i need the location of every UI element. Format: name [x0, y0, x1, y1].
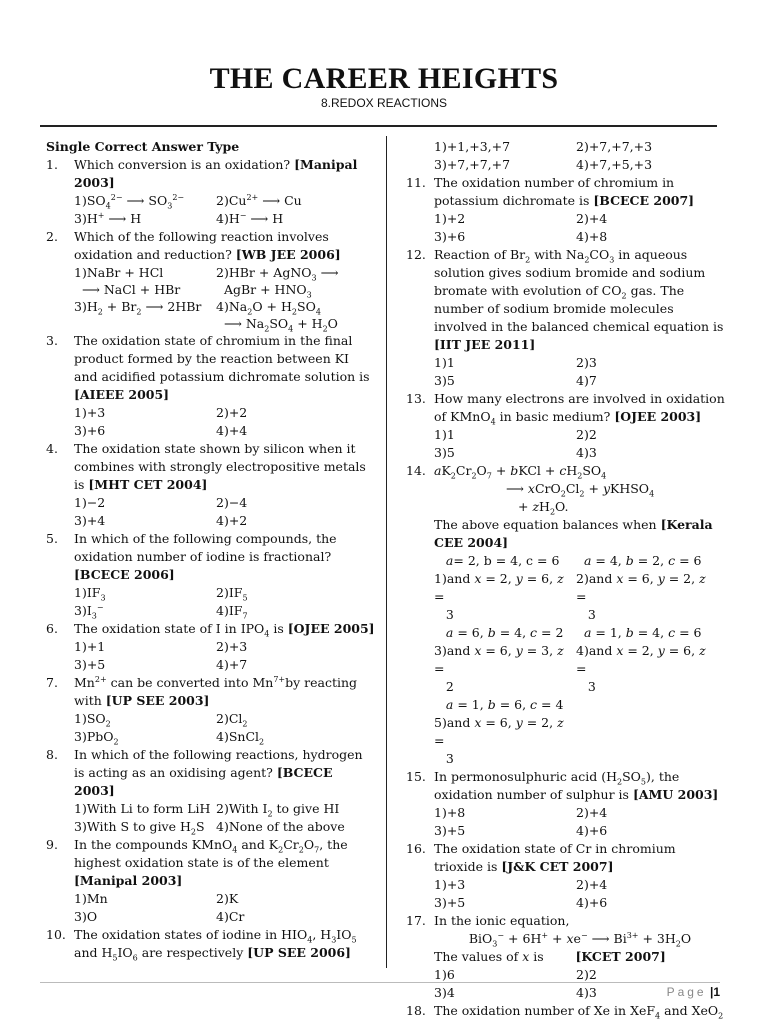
footer-rule	[40, 982, 720, 983]
question-1: 1. Which conversion is an oxidation? [Manipal 2003]	[46, 157, 358, 190]
question-7: 7. $Mn^{2+}$ can be converted into $Mn^{7+}by$ reacting with [UP SEE 2003]	[46, 674, 358, 708]
question-4: 4. The oxidation state shown by silicon when it combines with strongly electropositive metals is [MHT CET 2004]	[46, 441, 366, 492]
question-8: 8. In which of the following reactions, hydrogen is acting as an oxidising agent? [BCECE 2003]	[46, 747, 363, 798]
question-12: 12. Reaction of $Br_2$ with $Na_2CO_3$ in aqueous solution gives sodium bromide and sodium bromate with evolution of $CO_2$ gas. The number of sodium bromide molecules involved in the balanced chemical equation is [IIT JEE 2011]	[406, 247, 724, 352]
question-14: 14. $aK_2Cr_2O_7$ + bKCl + $cH_2SO_4$	[406, 463, 607, 481]
question-2-options: 1)NaBr + HCl ⟶ NaCl + HBr 2)HBr + AgNO$_3$ ⟶ AgBr + $HNO_3$	[74, 265, 339, 300]
question-10: 10. The oxidation states of iodine in $HIO_4$, $H_3IO_5$ and $H_5IO_6$ are respectively [UP SEE 2006]	[46, 927, 357, 963]
ionic-equation: BiO$_3$− + 6H+ + xe− ⟶ $Bi^{3+} + 3H_2O$	[468, 930, 692, 949]
question-9: 9. In the compounds KMnO$_4$ and $K_2Cr_2O_7$, the highest oxidation state is of the element [Manipal 2003]	[46, 837, 348, 888]
column-divider	[386, 136, 387, 968]
question-18: 18. The oxidation number of Xe in XeF$_4$ and XeO$_2$	[406, 1003, 724, 1021]
question-6: 6. The oxidation state of I in $IPO_4$ is [OJEE 2005]	[46, 621, 375, 639]
document-title: THE CAREER HEIGHTS	[209, 62, 559, 95]
question-13: 13. How many electrons are involved in oxidation of KMnO$_4$ in basic medium? [OJEE 2003]	[406, 391, 725, 427]
question-3: 3. The oxidation state of chromium in the final product formed by the reaction between KI and acidified potassium dichromate solution is [AIEEE 2005]	[46, 333, 370, 402]
question-15: 15. In permonosulphuric acid $(H_2SO_5)$, the oxidation number of sulphur is [AMU 2003]	[406, 769, 719, 802]
chapter-subtitle: 8.REDOX REACTIONS	[320, 96, 448, 110]
section-heading: Single Correct Answer Type	[46, 139, 240, 154]
question-2: 2. Which of the following reaction involves oxidation and reduction? [WB JEE 2006]	[46, 229, 341, 262]
question-17: 17. In the ionic equation,	[406, 913, 570, 928]
question-5: 5. In which of the following compounds, the oxidation number of iodine is fractional? [BCECE 2006]	[46, 531, 337, 582]
question-16: 16. The oxidation state of Cr in chromium trioxide is [J&K CET 2007]	[406, 841, 676, 874]
question-1-options: $1)SO_4^{2-}$ ⟶ $SO_3^{2-}$ $2)Cu^{2+}$ ⟶ Cu	[74, 192, 302, 211]
question-11: 11. The oxidation number of chromium in potassium dichromate is [BCECE 2007]	[406, 175, 695, 208]
right-column: 1)+1,+3,+7 2)+7,+7,+3 3)+7,+7,+7 4)+7,+5,+3 11. The oxidation number of chromium in potassium dichromate is [BCECE 2007] 1)+2 2)+4 3)+6 4)+8 12. Reaction of $Br_2$ with $Na_2CO_3$ in aqueous solution gives sodium bromide and sodium bromate with evolution of $CO_2$ gas. The number of sodium bromide molecules involved in the balanced chemical equation is [IIT JEE 2011] 1)1 2)3 3)5 4)7 13. How many electrons are involved in oxidation of KMnO$_4$ in basic medium? [OJEE 2003] 1)1 2)2 3)5 4)3 14. $aK_2Cr_2O_7$ + bKCl + $cH_2SO_4$ ⟶ $xCrO_2Cl_2$ + yKHSO$_4$ + $zH_2O$. The above equation balances when [Kerala CEE 2004] a= 2, b = 4, c = 6 a = 4, b = 2, c = 6 1)and x = 2, y = 6, z = 2)and x = 6, y = 2, z = 3 3 a = 6, b = 4, c = 2 a = 1, b = 4, c = 6 3)and x = 6, y = 3, z = 4)and x = 2, y = 6, z = 2 3 a = 1, b = 6, c = 4 5)and x = 6, y = 2, z = 3 15. In permonosulphuric acid $(H_2SO_5)$, the oxidation number of sulphur is [AMU 2003] 1)+8 2)+4 3)+5 4)+6 16. The oxidation state of Cr in chromium trioxide is [J&K CET 2007] 1)+3 2)+4 3)+5 4)+6 17. In the ionic equation, BiO$_3$− + 6H+ + xe− ⟶ $Bi^{3+} + 3H_2O$ The values of x is [KCET 2007] 1)6 2)2 3)4 4)3 18. The oxidation number of Xe in XeF$_4$ and XeO$_2$	[406, 139, 725, 1021]
left-column: Single Correct Answer Type 1. Which conversion is an oxidation? [Manipal 2003] $1)SO_4^{2-}$ ⟶ $SO_3^{2-}$ $2)Cu^{2+}$ ⟶ Cu 3)H+ ⟶ H 4)H− ⟶ H 2. Which of the following reaction involves oxidation and reduction? [WB JEE 2006] 1)NaBr + HCl ⟶ NaCl + HBr 2)HBr + AgNO$_3$ ⟶ AgBr + $HNO_3$ $3)H_2 + Br_2$ ⟶ 2HBr $4)Na_2O + H_2SO_4$ ⟶ $Na_2SO_4 + H_2O$ 3. The oxidation state of chromium in the final product formed by the reaction between KI and acidified potassium dichromate solution is [AIEEE 2005] 1)+3 2)+2 3)+6 4)+4 4. The oxidation state shown by silicon when it combines with strongly electropositive metals is [MHT CET 2004] 1)−2 2)−4 3)+4 4)+2 5. In which of the following compounds, the oxidation number of iodine is fractional? [BCECE 2006] $1)IF_3$ $2)IF_5$ $3)I_3^-$ $4)IF_7$ 6. The oxidation state of I in $IPO_4$ is [OJEE 2005] 1)+1 2)+3 3)+5 4)+7 7. $Mn^{2+}$ can be converted into $Mn^{7+}by$ reacting with [UP SEE 2003] $1)SO_2$ $2)Cl_2$ 3)PbO$_2$ 4)SnCl$_2$ 8. In which of the following reactions, hydrogen is acting as an oxidising agent? [BCECE 2003] 1)With Li to form LiH 2)With $I_2$ to give HI 3)With S to give $H_2S$ 4)None of the above 9. In the compounds KMnO$_4$ and $K_2Cr_2O_7$, the highest oxidation state is of the element [Manipal 2003] 1)Mn 2)K 3)O 4)Cr 10. The oxidation states of iodine in $HIO_4$, $H_3IO_5$ and $H_5IO_6$ are respectively [UP SEE 2006]	[46, 139, 375, 963]
page-number: Page |1	[666, 985, 720, 999]
header-rule	[40, 125, 717, 127]
